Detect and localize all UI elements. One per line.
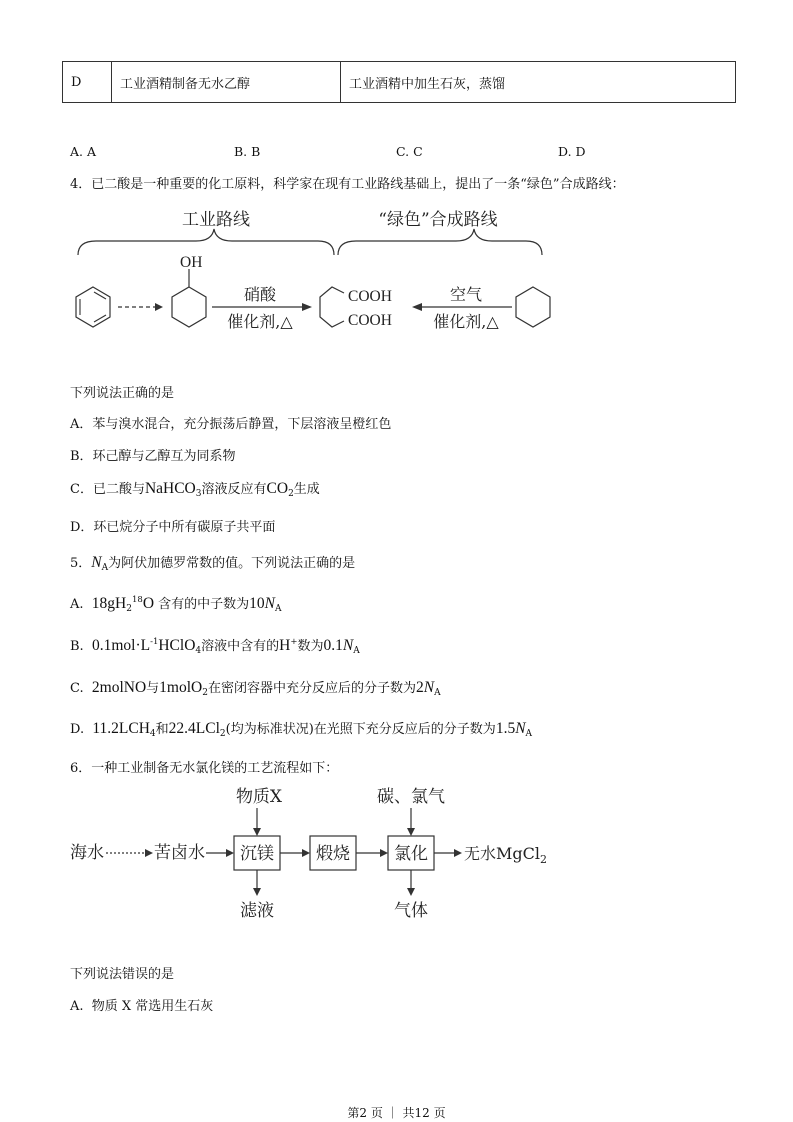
industrial-brace [78,229,334,255]
q5-option-d: D. $11.2LCH_4$和22.4LCl$_2$(均为标准状况)在光照下充分反应后的分子数为$1.5N_A$ [70,720,533,739]
q5-option-b: B. $0.1mol\cdot L^{-1}HClO_4$溶液中含有的H+数为$0.1N_A$ [70,637,360,656]
reagent1-top: 硝酸 [243,285,277,304]
arrow-head-icon [155,303,163,311]
arrow-head-icon [454,849,462,857]
q4-prompt: 下列说法正确的是 [70,386,175,401]
answer-d: D. D [558,144,586,159]
flow-carbon-chlorine: 碳、氯气 [377,787,445,807]
q4-option-d: D．环已烷分子中所有碳原子共平面 [70,520,276,535]
q5-option-c: C. 2molNO与1molO$_2$在密闭容器中充分反应后的分子数为$2N_A$ [70,679,441,698]
table-row [63,62,736,103]
flow-calcine: 煅烧 [316,844,350,864]
q6-option-a: A. 物质 X 常选用生石灰 [70,999,214,1014]
q5-option-a: A. $18gH_2^{18}O$ 含有的中子数为$10N_A$ [70,595,282,614]
adipic-acid-skeleton [320,287,344,327]
flow-seawater: 海水 [70,843,104,863]
table-cell-experiment: 工业酒精制备无水乙醇 [112,62,341,103]
reagent1-bottom: 催化剂,△ [227,312,293,331]
flow-gas: 气体 [394,901,428,921]
options-table [62,61,736,103]
table-cell-letter: D [63,62,112,103]
oh-label: OH [180,254,203,271]
cyclohexanol-ring [172,269,206,327]
q6-stem: 6．一种工业制备无水氯化镁的工艺流程如下： [70,761,339,776]
arrow-head-icon [253,888,261,896]
industrial-label: 工业路线 [182,210,250,230]
arrow-head-icon [407,888,415,896]
flow-filtrate: 滤液 [240,901,274,921]
arrow-head-icon [412,303,422,311]
q4-option-c: C．已二酸与NaHCO$_3$溶液反应有$CO_2$生成 [70,480,320,499]
reagent2-bottom: 催化剂,△ [433,312,499,331]
flow-precip: 沉镁 [240,844,274,864]
arrow-head-icon [302,303,312,311]
answer-b: B. B [234,144,261,159]
arrow-head-icon [407,828,415,836]
cooh-bottom: COOH [348,312,392,329]
q4-stem: 4．已二酸是一种重要的化工原料，科学家在现有工业路线基础上，提出了一条“绿色”合成路线： [70,177,625,192]
q4-option-a: A．苯与溴水混合，充分振荡后静置，下层溶液呈橙红色 [70,417,392,432]
arrow-head-icon [226,849,234,857]
q6-prompt: 下列说法错误的是 [70,967,175,982]
cooh-top: COOH [348,288,392,305]
answer-c: C. C [396,144,423,159]
flow-product: 无水MgCl$_2$ [464,844,547,866]
synthesis-route-diagram [66,203,566,343]
q4-option-b: B．环己醇与乙醇互为同系物 [70,449,236,464]
answer-a: A. A [70,144,97,159]
flow-substance-x: 物质X [235,787,283,807]
flow-brine: 苦卤水 [154,843,205,863]
page-footer: 第2 页 ｜ 共12 页 [347,1106,446,1120]
green-brace [338,229,542,255]
benzene-ring [76,287,110,327]
arrow-head-icon [253,828,261,836]
green-label: “绿色”合成路线 [378,210,498,230]
arrow-head-icon [380,849,388,857]
cyclohexane-ring [516,287,550,327]
arrow-head-icon [302,849,310,857]
reagent2-top: 空气 [449,285,483,304]
process-flow-diagram [66,782,566,924]
q5-stem: 5．$N_A$为阿伏加德罗常数的值。下列说法正确的是 [70,554,356,573]
flow-chlorinate: 氯化 [394,844,428,864]
table-cell-method: 工业酒精中加生石灰，蒸馏 [341,62,736,103]
arrow-head-icon [145,849,153,857]
